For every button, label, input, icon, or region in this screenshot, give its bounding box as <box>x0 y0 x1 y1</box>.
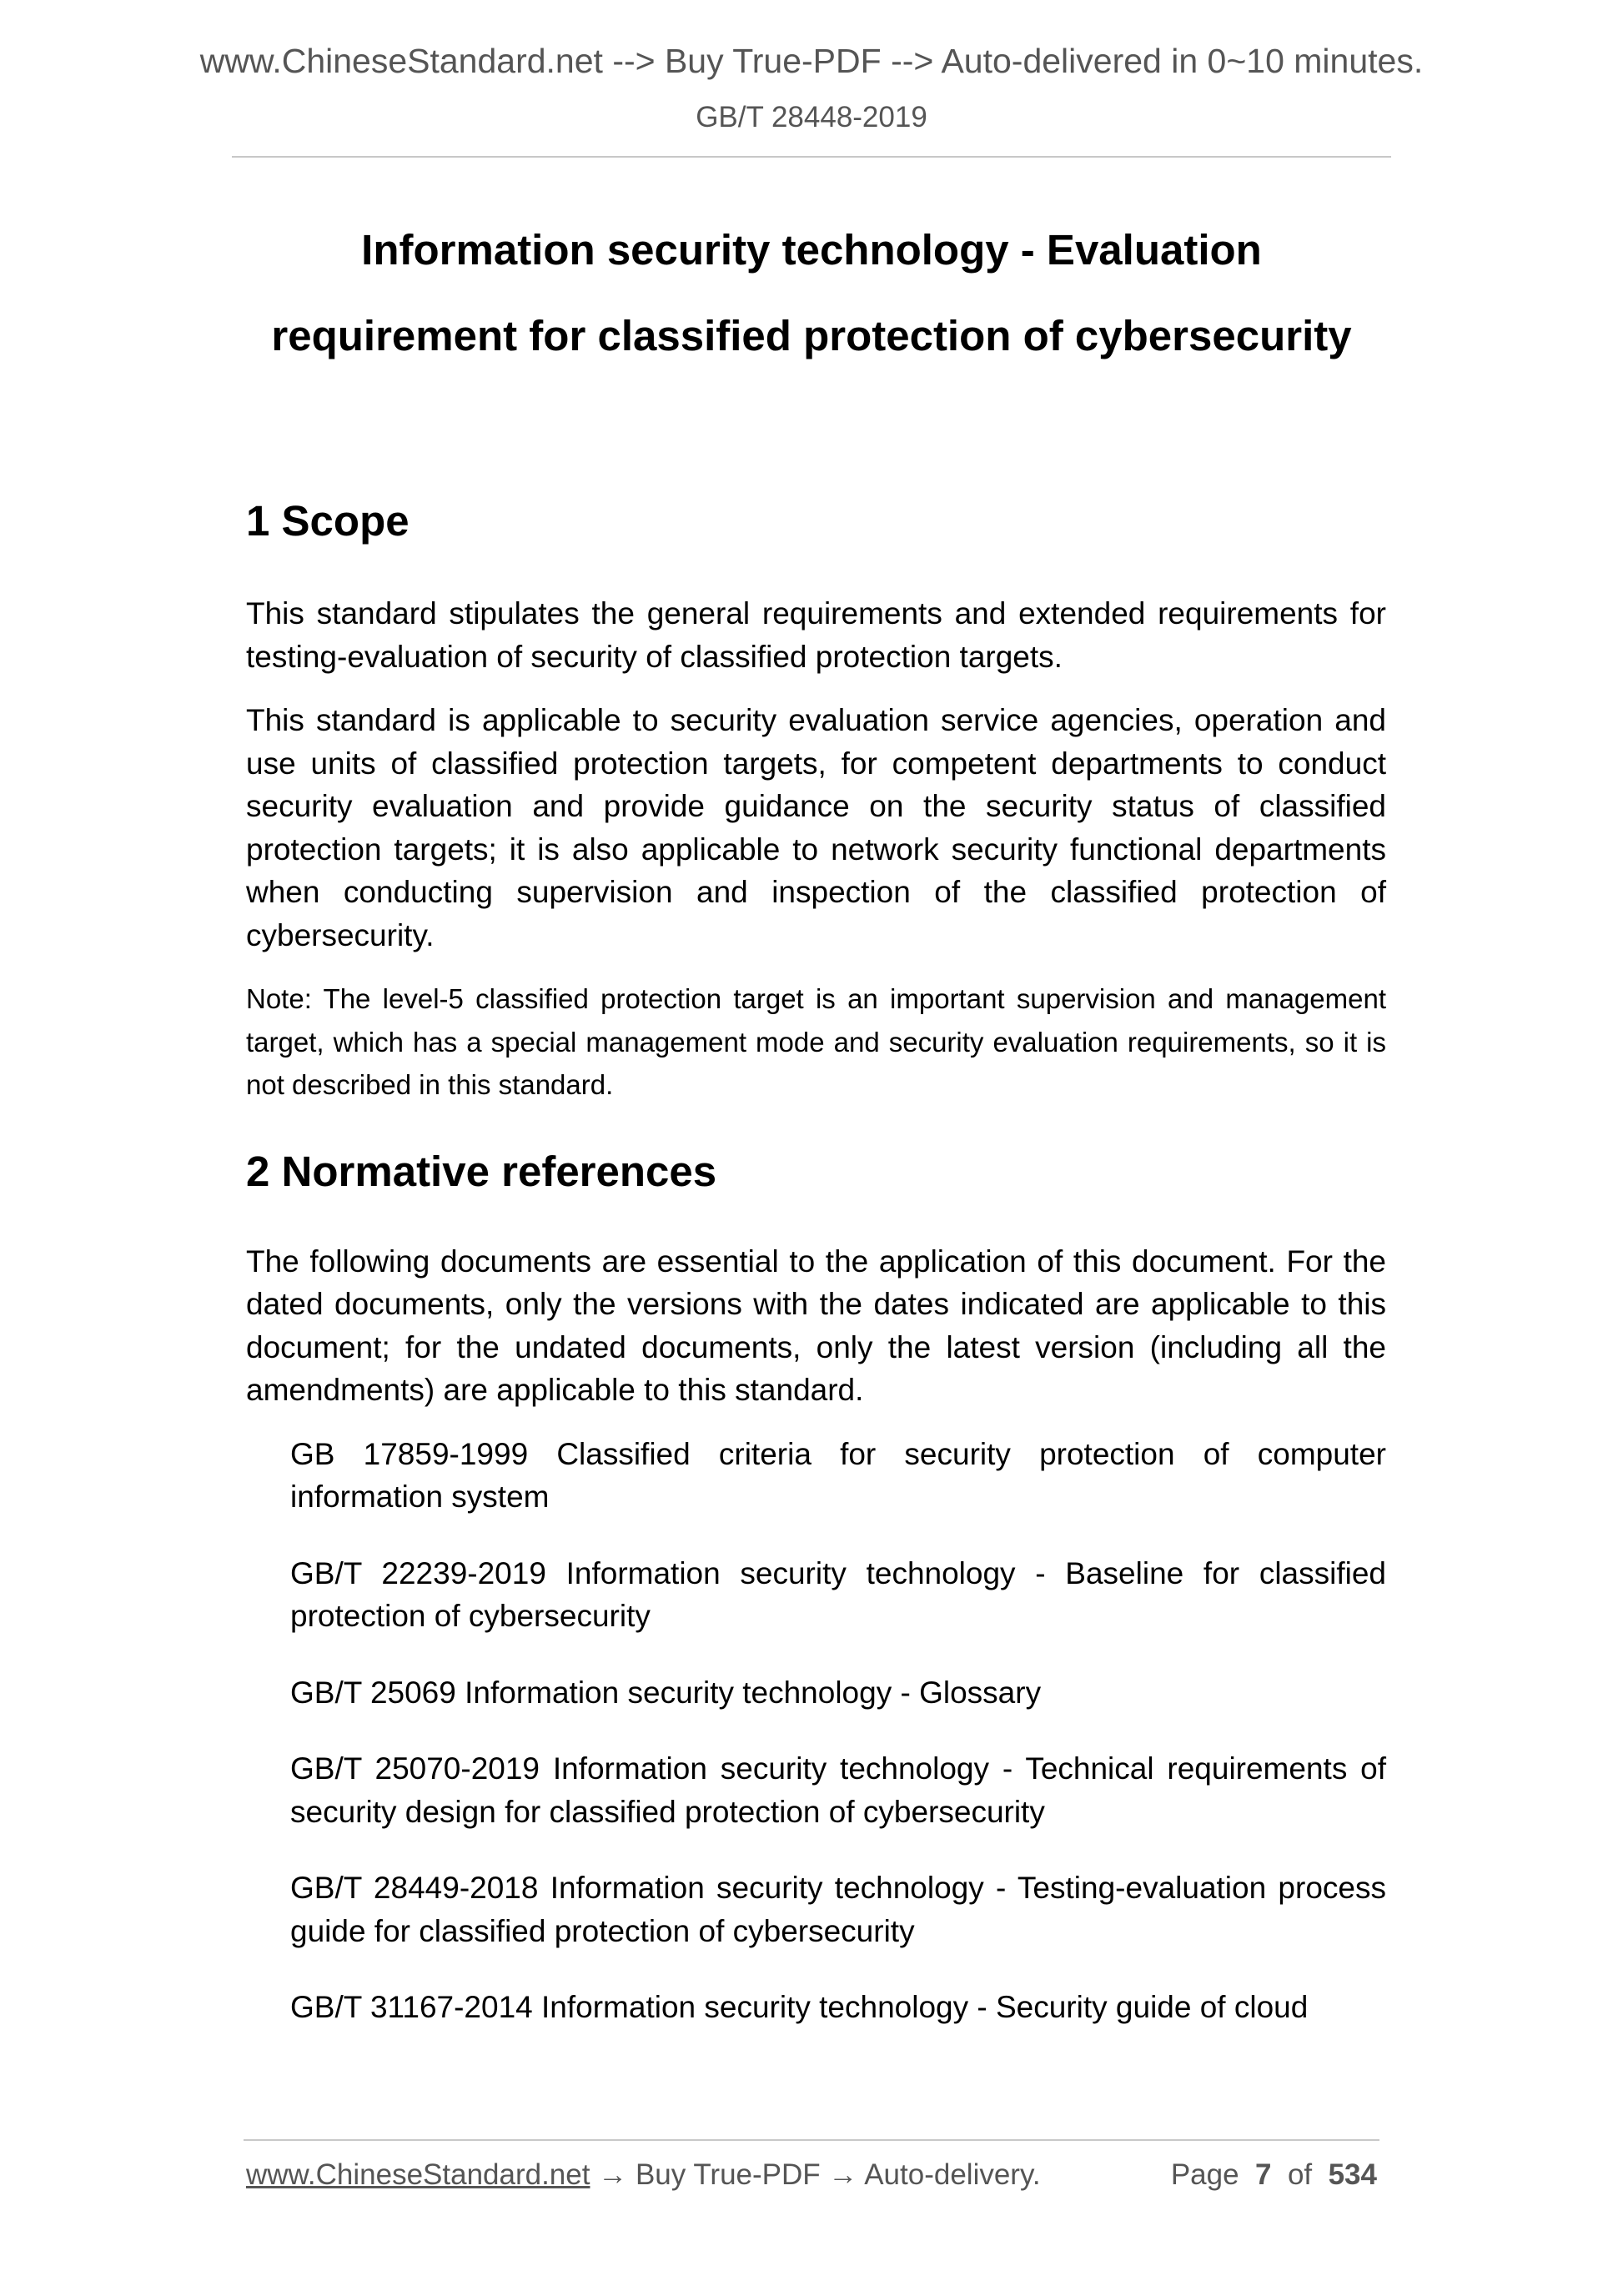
header-banner: www.ChineseStandard.net --> Buy True-PDF --> Auto-delivered in 0~10 minutes. <box>199 42 1424 80</box>
document-title-line1: Information security technology - Evaluation <box>361 226 1262 274</box>
footer-divider <box>244 2139 1379 2141</box>
page-label: Page <box>1170 2158 1239 2191</box>
section-heading-scope: 1 Scope <box>246 497 410 545</box>
footer-site-link[interactable]: www.ChineseStandard.net <box>246 2158 590 2191</box>
footer-buy-text: Buy True-PDF <box>635 2158 821 2191</box>
document-title-line2: requirement for classified protection of cybersecurity <box>271 312 1352 359</box>
header-standard-code: GB/T 28448-2019 <box>696 101 927 133</box>
page-current: 7 <box>1255 2158 1272 2191</box>
scope-paragraph-1: This standard stipulates the general requirements and extended requirements for testing-evaluation of security of classified protection targets. <box>246 596 1386 674</box>
page-indicator <box>1171 2158 1377 2192</box>
header-divider <box>232 156 1391 158</box>
references-intro-paragraph: The following documents are essential to the application of this document. For the dated documents, only the versions with the dates indicated are applicable to this document; for the undated documents, only the latest version (including all the amendments) are applicable to this standard. <box>246 1243 1386 1407</box>
section-heading-normative-references: 2 Normative references <box>246 1147 717 1195</box>
scope-paragraph-2: This standard is applicable to security evaluation service agencies, operation and use units of classified protection targets, for competent departments to conduct security evaluation and provide guidance on the security status of classified protection targets; it is also applicable to network security functional departments when conducting supervision and inspection of the classified protection of cybersecurity. <box>246 703 1386 952</box>
reference-item: GB/T 25070-2019 Information security technology - Technical requirements of security design for classified protection of cybersecurity <box>290 1751 1386 1829</box>
page-of: of <box>1287 2158 1313 2191</box>
reference-item: GB/T 31167-2014 Information security technology - Security guide of cloud <box>290 1990 1309 2024</box>
footer <box>246 2158 1382 2192</box>
reference-item: GB/T 28449-2018 Information security technology - Testing-evaluation process guide for classified protection of cybersecurity <box>290 1871 1386 1948</box>
reference-item: GB 17859-1999 Classified criteria for security protection of computer information system <box>290 1436 1386 1514</box>
document-title <box>0 207 1623 379</box>
document-body <box>246 492 1386 2029</box>
page-total: 534 <box>1328 2158 1377 2191</box>
arrow-right-icon: → <box>598 2158 628 2191</box>
reference-item: GB/T 25069 Information security technology - Glossary <box>290 1675 1042 1710</box>
reference-item: GB/T 22239-2019 Information security technology - Baseline for classified protection of cybersecurity <box>290 1555 1386 1633</box>
footer-delivery-text: Auto-delivery. <box>864 2158 1041 2191</box>
scope-note: Note: The level-5 classified protection target is an important supervision and management target, which has a special management mode and security evaluation requirements, so it is not described in this standard. <box>246 983 1386 1100</box>
arrow-right-icon: → <box>828 2158 858 2191</box>
